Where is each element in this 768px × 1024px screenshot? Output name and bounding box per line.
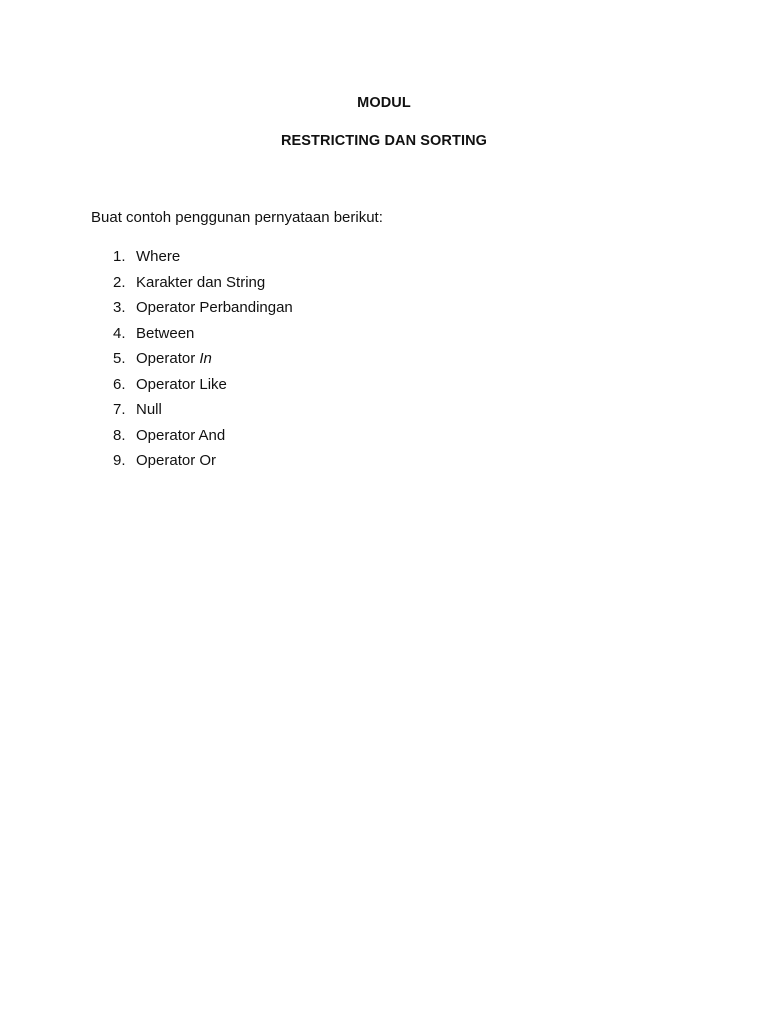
list-item-text	[136, 426, 225, 446]
list-item-label: Karakter dan String	[136, 273, 266, 291]
list-item-label: Where	[136, 248, 181, 265]
list-item-text	[136, 324, 194, 344]
intro-text: Buat contoh penggunan pernyataan berikut:	[91, 209, 383, 226]
list-item-number: 8.	[113, 426, 126, 444]
list-item-label: Operator Or	[136, 452, 217, 469]
list-item-number: 9.	[113, 452, 126, 469]
list-item-number: 3.	[113, 299, 126, 316]
document-subtitle: RESTRICTING DAN SORTING	[280, 133, 488, 149]
list-item-emphasis: In	[199, 350, 212, 367]
list-item-text	[136, 451, 216, 471]
list-item-label: Operator	[136, 350, 200, 367]
list-item-number: 1.	[113, 248, 126, 265]
list-item-text	[136, 247, 180, 267]
list-item-number: 7.	[113, 401, 126, 418]
list-item-label: Between	[136, 324, 195, 342]
list-item-text	[136, 349, 212, 369]
list-item-number: 2.	[113, 273, 126, 291]
list-item-label: Operator Like	[136, 375, 227, 393]
list-item-text	[136, 400, 162, 420]
list-item-text	[136, 273, 265, 293]
list-item-label: Operator Perbandingan	[136, 299, 293, 316]
list-item-text	[136, 375, 227, 395]
list-item-text	[136, 298, 293, 318]
list-item-label: Null	[136, 401, 162, 418]
list-item-number: 5.	[113, 350, 126, 367]
list-item-label: Operator And	[136, 426, 226, 444]
list-item-number: 6.	[113, 375, 126, 393]
list-item-number: 4.	[113, 324, 126, 342]
document-title: MODUL	[357, 95, 411, 111]
